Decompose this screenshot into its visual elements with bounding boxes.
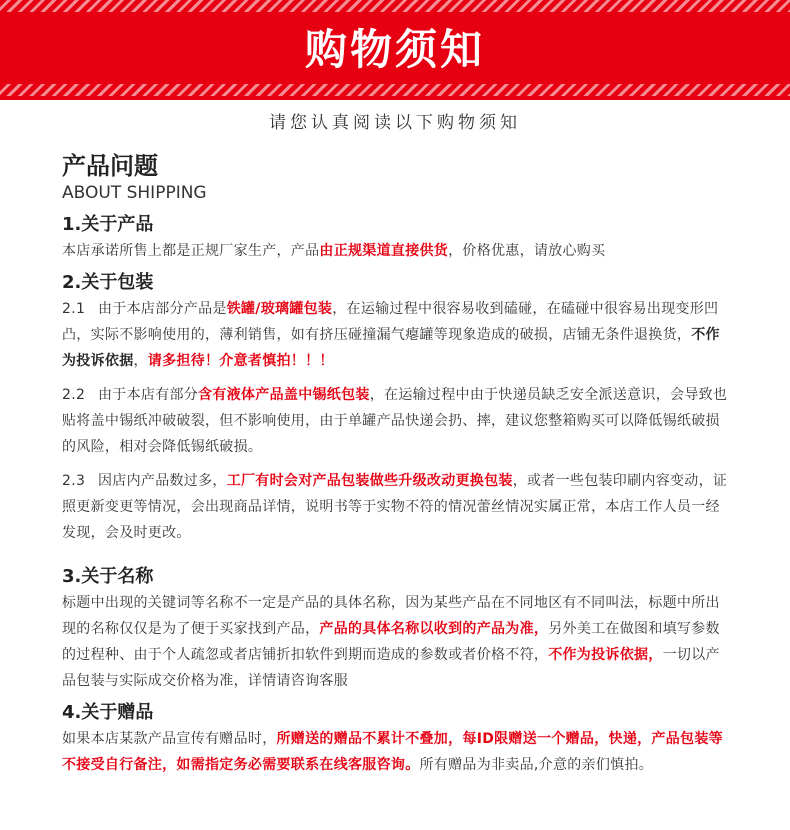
- paragraph-products: [62, 238, 730, 264]
- highlight-span: 含有液体产品盖中锡纸包装: [198, 387, 370, 403]
- highlight-span: 产品的具体名称以收到的产品为准，: [319, 621, 549, 637]
- banner-title: 购物须知: [304, 25, 485, 74]
- paragraph-packaging-2-2: [62, 382, 730, 460]
- paragraph-naming: [62, 590, 730, 694]
- heading-products: 1.关于产品: [62, 214, 154, 235]
- item-number: 2.3: [62, 473, 86, 489]
- text-span: ，: [133, 353, 148, 369]
- item-number: 2.2: [62, 387, 86, 403]
- text-span: 一切以产品包装与实际成交价格为准，详情请咨询客服: [62, 647, 720, 689]
- paragraph-gifts: [62, 726, 730, 778]
- section-subtitle: ABOUT SHIPPING: [62, 183, 207, 203]
- text-span: 由于本店部分产品是: [98, 301, 227, 317]
- text-span: ，价格优惠，请放心购买: [448, 243, 606, 259]
- highlight-span: 所赠送的赠品不累计不叠加，每ID限赠送一个赠品，快递，产品包装等不接受自行备注，如需指定务必需要联系在线客服咨询。: [62, 731, 723, 773]
- paragraph-packaging-2-1: [62, 296, 730, 374]
- highlight-span: 不作为投诉依据，: [548, 647, 663, 663]
- highlight-span: 铁罐/玻璃罐包装: [226, 301, 333, 317]
- highlight-span: 由正规渠道直接供货: [319, 243, 449, 259]
- header-banner: [0, 0, 790, 100]
- text-span: 如果本店某款产品宣传有赠品时，: [62, 731, 277, 747]
- notice-content: [62, 150, 730, 778]
- heading-packaging: 2.关于包装: [62, 272, 154, 293]
- text-span: 另外美工在做图和填写参数的过程种、由于个人疏忽或者店铺折扣软件到期而造成的参数或者价格不符，: [62, 621, 720, 663]
- page-subtitle: 请您认真阅读以下购物须知: [269, 113, 521, 133]
- section-title: 产品问题: [62, 152, 158, 180]
- text-span: 标题中出现的关键词等名称不一定是产品的具体名称，因为某些产品在不同地区有不同叫法，标题中所出现的名称仅仅是为了便于买家找到产品，: [62, 595, 720, 637]
- item-number: 2.1: [62, 301, 86, 317]
- text-span: 所有赠品为非卖品,介意的亲们慎拍。: [419, 757, 654, 773]
- heading-naming: 3.关于名称: [62, 566, 154, 587]
- heading-gifts: 4.关于赠品: [62, 702, 154, 723]
- text-span: ，或者一些包装印刷内容变动，证照更新变更等情况，会出现商品详情，说明书等于实物不符的情况蕾丝情况实属正常，本店工作人员一经发现，会及时更改。: [62, 473, 728, 541]
- text-span: 由于本店有部分: [98, 387, 199, 403]
- text-span: 本店承诺所售上都是正规厂家生产，产品: [62, 243, 320, 259]
- text-span: ，在运输过程中由于快递员缺乏安全派送意识，会导致也贴将盖中锡纸冲破破裂，但不影响使用，由于单罐产品快递会扔、摔，建议您整箱购买可以降低锡纸破损的风险，相对会降低锡纸破损。: [62, 387, 728, 455]
- highlight-span: 工厂有时会对产品包装做些升级改动更换包装: [226, 473, 513, 489]
- highlight-span: 请多担待！介意者慎拍！！！: [147, 353, 334, 369]
- bold-span: 不作为投诉依据: [62, 327, 720, 369]
- paragraph-packaging-2-3: [62, 468, 730, 546]
- text-span: ，在运输过程中很容易收到磕碰，在磕碰中很容易出现变形凹凸，实际不影响使用的，薄利销售，如有挤压碰撞漏气瘪罐等现象造成的破损，店铺无条件退换货，: [62, 301, 719, 343]
- text-span: 因店内产品数过多，: [98, 473, 227, 489]
